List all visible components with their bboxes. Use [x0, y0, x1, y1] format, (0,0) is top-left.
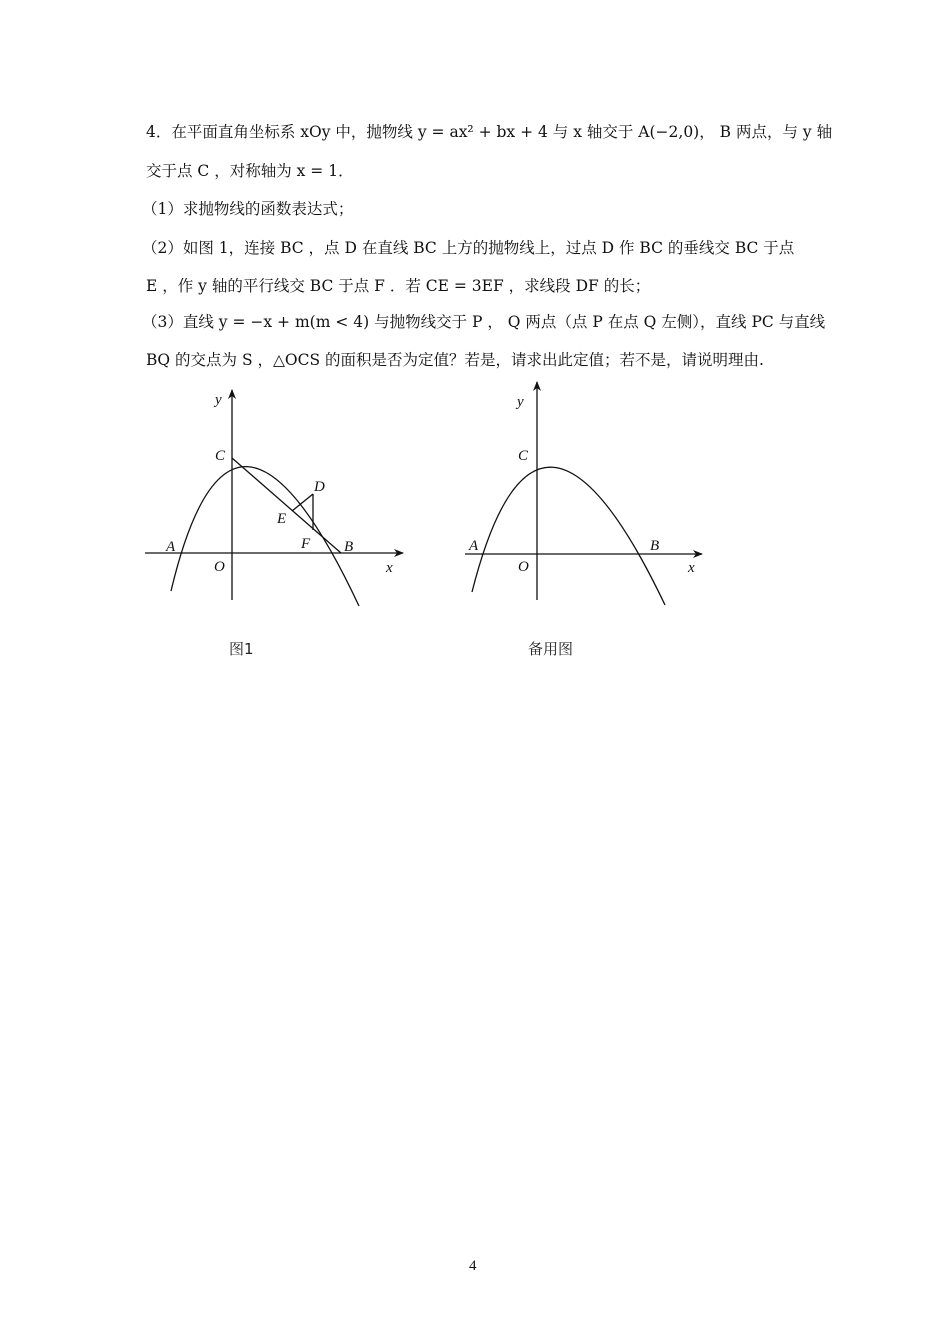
figure-2 [465, 382, 702, 605]
figure-1 [145, 390, 403, 606]
problem-stem-line1: 4．在平面直角坐标系 xOy 中，抛物线 y = ax² + bx + 4 与 x 轴交于 A(−2,0)， B 两点，与 y 轴 [146, 123, 833, 141]
svg-text:D: D [314, 479, 325, 495]
svg-text:x: x [386, 560, 393, 576]
svg-text:B: B [650, 538, 660, 554]
problem-part3-line1: （3）直线 y = −x + m(m < 4) 与抛物线交于 P ， Q 两点（点 P 在点 Q 左侧），直线 PC 与直线 [142, 313, 826, 331]
problem-part3-line2: BQ 的交点为 S ，△OCS 的面积是否为定值？若是，请求出此定值；若不是，请说明理由. [146, 351, 764, 369]
svg-text:y: y [517, 394, 524, 410]
parabola [472, 467, 665, 605]
svg-text:C: C [215, 448, 226, 464]
svg-text:F: F [301, 536, 311, 552]
figure-2-caption: 备用图 [528, 640, 574, 658]
problem-stem-line2: 交于点 C ，对称轴为 x = 1． [146, 162, 354, 180]
figure-2-labels [468, 394, 695, 576]
figure-1-caption: 图1 [229, 640, 254, 658]
svg-text:B: B [344, 539, 354, 555]
segment-de [292, 494, 313, 511]
svg-text:E: E [277, 511, 287, 527]
problem-part2-line2: E ，作 y 轴的平行线交 BC 于点 F ．若 CE = 3EF ，求线段 DF 的长； [146, 277, 651, 295]
svg-text:A: A [469, 538, 479, 554]
svg-text:O: O [214, 559, 225, 575]
svg-text:y: y [215, 392, 222, 408]
svg-text:C: C [518, 448, 529, 464]
figure-1-labels [165, 392, 393, 576]
svg-text:O: O [518, 559, 529, 575]
svg-text:x: x [688, 560, 695, 576]
page-number: 4 [469, 1258, 477, 1274]
problem-part2-line1: （2）如图 1，连接 BC ，点 D 在直线 BC 上方的抛物线上，过点 D 作 BC 的垂线交 BC 于点 [142, 239, 795, 257]
svg-text:A: A [166, 539, 176, 555]
problem-part1: （1）求抛物线的函数表达式； [142, 200, 354, 218]
segment-bc [232, 458, 341, 553]
